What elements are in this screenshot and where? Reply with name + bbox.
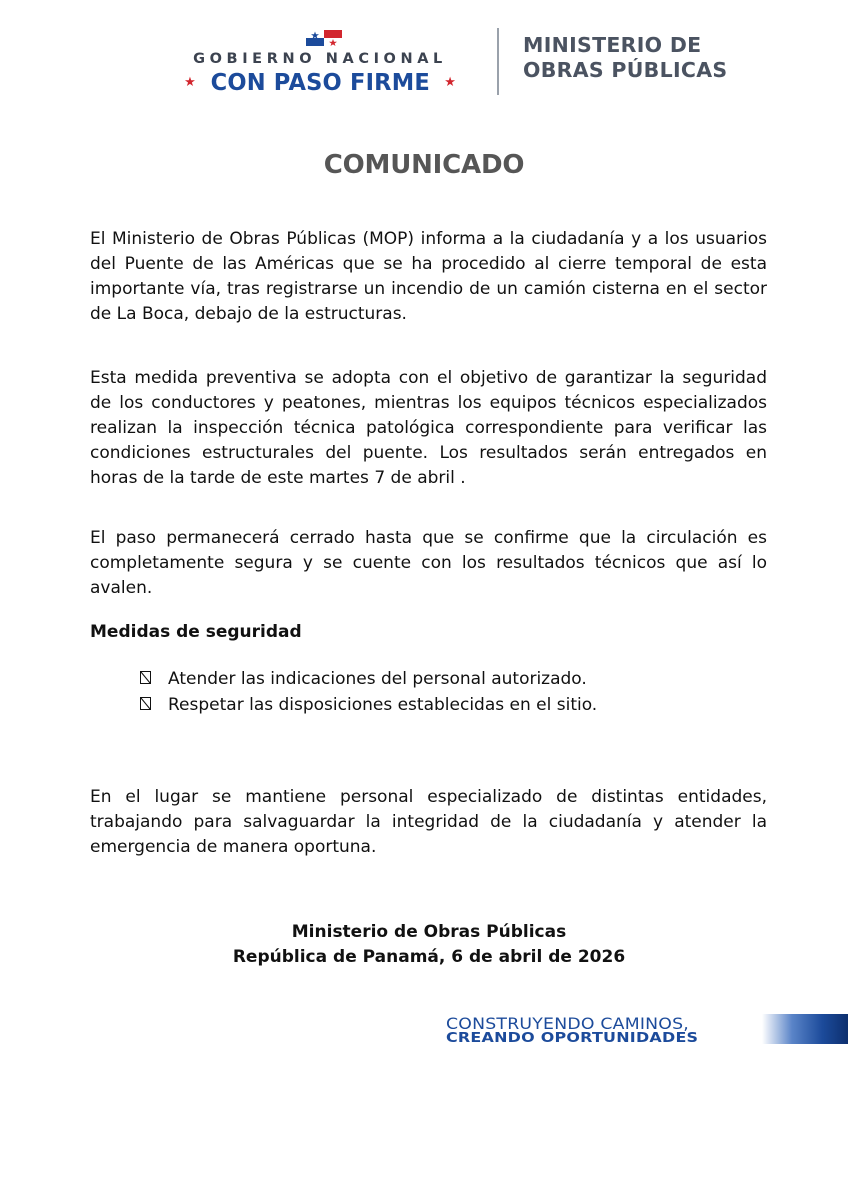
signature-place-date: República de Panamá, 6 de abril de 2026: [232, 947, 626, 967]
paragraph-closure-duration: El paso permanecerá cerrado hasta que se confirme que la circulación es completamente segura y se cuente con los resultados técnicos que así lo avalen.: [90, 528, 767, 598]
letterhead: [0, 0, 848, 120]
list-item: [140, 666, 597, 692]
red-star-icon: ★: [184, 74, 196, 90]
list-item: [140, 692, 597, 718]
missing-glyph-icon: [140, 697, 151, 710]
government-label: GOBIERNO NACIONAL: [193, 51, 447, 67]
red-star-icon: ★: [444, 74, 456, 90]
measure-text: Respetar las disposiciones establecidas en el sitio.: [168, 695, 598, 715]
measure-text: Atender las indicaciones del personal autorizado.: [168, 669, 587, 689]
slogan-line1: CONSTRUYENDO CAMINOS,: [446, 1014, 689, 1033]
ministry-name: [523, 33, 727, 83]
document-title: COMUNICADO: [323, 150, 525, 180]
government-slogan-text: CON PASO FIRME: [210, 68, 430, 96]
slogan-line2: CREANDO OPORTUNIDADES: [446, 1030, 699, 1046]
ministry-name-line1: MINISTERIO DE: [523, 33, 702, 57]
government-slogan: [166, 66, 474, 98]
slogan-gradient-bar: [762, 1014, 848, 1044]
signature-ministry: Ministerio de Obras Públicas: [291, 922, 567, 942]
footer-slogan: [444, 1014, 848, 1046]
measures-heading: Medidas de seguridad: [90, 622, 302, 642]
panama-flag-icon: [306, 30, 342, 46]
measures-list: [140, 666, 597, 718]
paragraph-preventive-measure: Esta medida preventiva se adopta con el objetivo de garantizar la seguridad de los conductores y peatones, mientras los equipos técnicos especializados realizan la inspección técnica patológica correspondiente para verificar las condiciones estructurales del puente. Los resultados serán entregados en horas de la tarde de este martes 7 de abril .: [90, 368, 767, 488]
ministry-name-line2: OBRAS PÚBLICAS: [523, 58, 728, 82]
header-divider: [497, 28, 499, 95]
paragraph-closure-notice: El Ministerio de Obras Públicas (MOP) informa a la ciudadanía y a los usuarios del Puente de las Américas que se ha procedido al cierre temporal de esta importante vía, tras registrarse un incendio de un camión cisterna en el sector de La Boca, debajo de la estructuras.: [90, 229, 767, 324]
paragraph-onsite-personnel: En el lugar se mantiene personal especializado de distintas entidades, trabajando para salvaguardar la integridad de la ciudadanía y atender la emergencia de manera oportuna.: [90, 787, 767, 857]
signature-block: [0, 920, 848, 970]
missing-glyph-icon: [140, 671, 151, 684]
